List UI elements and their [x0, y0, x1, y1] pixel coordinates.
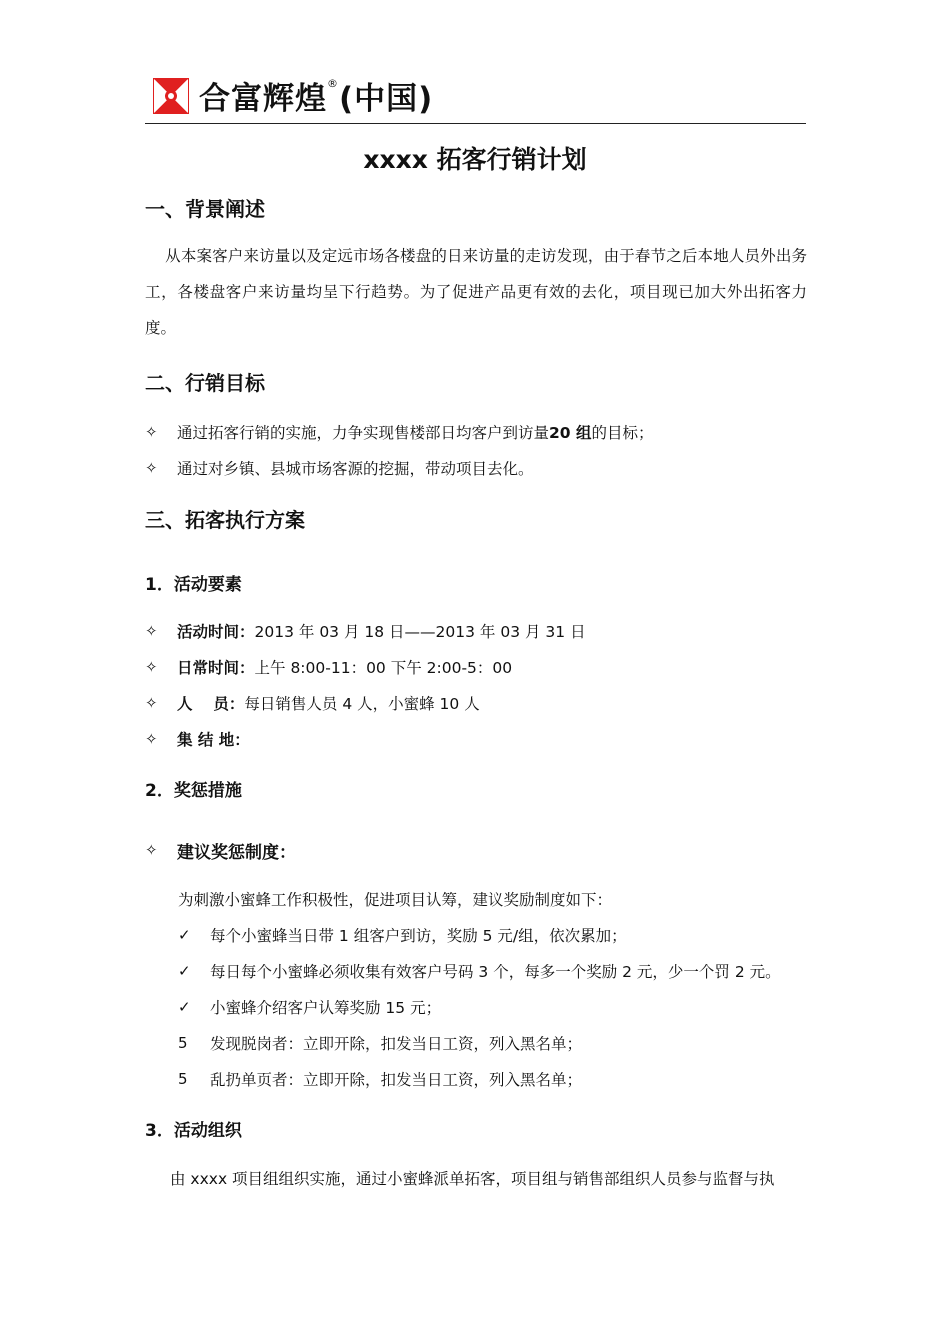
subheading-organization: 3．活动组织 [145, 1121, 242, 1141]
section-heading-plan: 三、拓客执行方案 [145, 508, 305, 532]
sparkle-bullet-icon: ✧ [145, 730, 158, 748]
reward-rule: ✓ 每个小蜜蜂当日带 1 组客户到访，奖励 5 元/组，依次累加； [178, 926, 627, 945]
list-marker: 5 [178, 1034, 188, 1052]
check-icon: ✓ [178, 926, 191, 944]
sparkle-bullet-icon: ✧ [145, 658, 158, 676]
sparkle-bullet-icon: ✧ [145, 841, 158, 859]
sparkle-bullet-icon: ✧ [145, 423, 158, 441]
check-icon: ✓ [178, 962, 191, 980]
document-title: xxxx 拓客行销计划 [363, 145, 587, 174]
proposal-label-row: ✧ 建议奖惩制度： [145, 841, 296, 863]
list-marker: 5 [178, 1070, 188, 1088]
staff-row: ✧ 人 员： 每日销售人员 4 人，小蜜蜂 10 人 [145, 694, 480, 713]
penalty-rule: 5 发现脱岗者：立即开除，扣发当日工资，列入黑名单； [178, 1034, 583, 1053]
reward-rule: ✓ 每日每个小蜜蜂必须收集有效客户号码 3 个，每多一个奖励 2 元，少一个罚 2 元。 [178, 962, 781, 981]
reward-rule: ✓ 小蜜蜂介绍客户认筹奖励 15 元； [178, 998, 442, 1017]
organization-paragraph: 由 xxxx 项目组组织实施，通过小蜜蜂派单拓客，项目组与销售部组织人员参与监督与执 [170, 1170, 775, 1188]
logo-mark-icon [153, 78, 189, 114]
penalty-rule: 5 乱扔单页者：立即开除，扣发当日工资，列入黑名单； [178, 1070, 583, 1089]
header-divider [145, 123, 806, 124]
rewards-intro: 为刺激小蜜蜂工作积极性，促进项目认筹，建议奖励制度如下： [178, 891, 613, 909]
subheading-rewards: 2．奖惩措施 [145, 781, 242, 801]
check-icon: ✓ [178, 998, 191, 1016]
subheading-activity-elements: 1．活动要素 [145, 575, 242, 595]
activity-time-row: ✧ 活动时间： 2013 年 03 月 18 日——2013 年 03 月 31 日 [145, 622, 586, 641]
company-logo [153, 78, 189, 114]
section-heading-goals: 二、行销目标 [145, 371, 265, 395]
goal-item: ✧ 通过拓客行销的实施，力争实现售楼部日均客户到访量 20 组 的目标； [145, 423, 654, 442]
sparkle-bullet-icon: ✧ [145, 622, 158, 640]
company-name: 合富辉煌®(中国) [199, 77, 434, 117]
sparkle-bullet-icon: ✧ [145, 459, 158, 477]
sparkle-bullet-icon: ✧ [145, 694, 158, 712]
daily-time-row: ✧ 日常时间： 上午 8:00-11：00 下午 2:00-5：00 [145, 658, 513, 677]
background-paragraph: 从本案客户来访量以及定远市场各楼盘的日来访量的走访发现，由于春节之后本地人员外出务工，各楼盘客户来访量均呈下行趋势。为了促进产品更有效的去化，项目现已加大外出拓客力度。 [145, 247, 807, 337]
section-heading-background: 一、背景阐述 [145, 197, 265, 221]
assembly-place-row: ✧ 集 结 地： [145, 730, 250, 749]
goal-item: ✧ 通过对乡镇、县城市场客源的挖掘，带动项目去化。 [145, 459, 534, 478]
